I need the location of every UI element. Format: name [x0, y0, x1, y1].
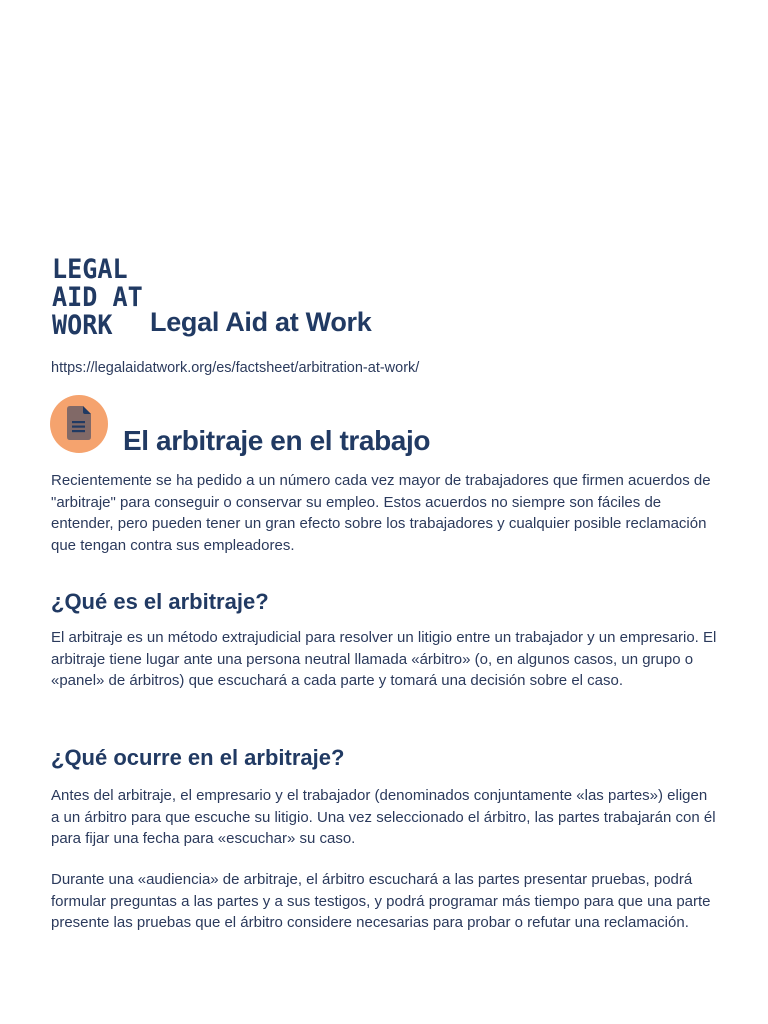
section-paragraph: Durante una «audiencia» de arbitraje, el árbitro escuchará a las partes presentar pruebas, podrá formular preguntas a las partes y a sus testigos, y podrá programar más tiempo para que una parte presente las pruebas que el árbitro considere necesarias para probar o refutar una reclamación. [51, 871, 711, 931]
article-title: El arbitraje en el trabajo [123, 424, 431, 456]
logo-line-1: LEGAL [52, 254, 128, 285]
source-url-link[interactable]: https://legalaidatwork.org/es/factsheet/arbitration-at-work/ [51, 360, 420, 376]
section-paragraph: Antes del arbitraje, el empresario y el trabajador (denominados conjuntamente «las partes») eligen a un árbitro para que escuche su litigio. Una vez seleccionado el árbitro, las partes trabajarán con él para fijar una fecha para «escuchar» su caso. [51, 787, 716, 847]
organization-name: Legal Aid at Work [150, 307, 372, 337]
section-heading-que-es: ¿Qué es el arbitraje? [51, 589, 269, 614]
logo-line-2: AID AT [52, 282, 143, 313]
document-icon [67, 406, 91, 440]
document-icon-badge [50, 395, 108, 453]
legal-aid-at-work-logo [52, 254, 143, 341]
logo-line-3: WORK [52, 310, 113, 341]
intro-paragraph: Recientemente se ha pedido a un número cada vez mayor de trabajadores que firmen acuerdos de "arbitraje" para conseguir o conservar su empleo. Estos acuerdos no siempre son fáciles de entender, pero pueden tener un gran efecto sobre los trabajadores y cualquier posible reclamación que tengan contra sus empleadores. [51, 472, 711, 554]
section-paragraph: El arbitraje es un método extrajudicial para resolver un litigio entre un trabajador y un empresario. El arbitraje tiene lugar ante una persona neutral llamada «árbitro» (o, en algunos casos, un grupo o «panel» de árbitros) que escuchará a cada parte y tomará una decisión sobre el caso. [51, 629, 717, 689]
section-heading-que-ocurre: ¿Qué ocurre en el arbitraje? [51, 745, 345, 770]
